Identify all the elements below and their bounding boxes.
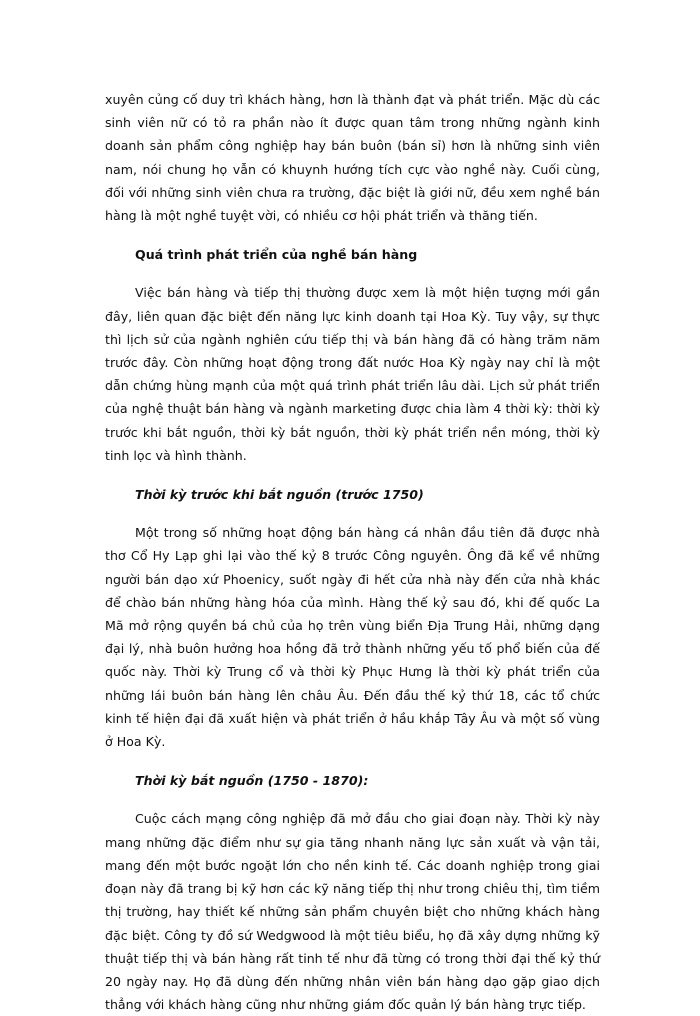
heading-sales-development: Quá trình phát triển của nghề bán hàng <box>135 247 418 263</box>
paragraph-sales-development: Việc bán hàng và tiếp thị thường được xem là một hiện tượng mới gần đây, liên quan đặc biệt đến năng lực kinh doanh tại Hoa Kỳ. Tuy vậy, sự thực thì lịch sử của ngành nghiên cứu tiếp thị và bán hàng đã có hàng trăm năm trước đây. Còn những hoạt động trong đất nước Hoa Kỳ ngày nay chỉ là một dẫn chứng hùng mạnh của một quá trình phát triển lâu dài. Lịch sử phát triển của nghệ thuật bán hàng và ngành marketing được chia làm 4 thời kỳ: thời kỳ trước khi bắt nguồn, thời kỳ bắt nguồn, thời kỳ phát triển nền móng, thời kỳ tinh lọc và hình thành. <box>105 285 600 463</box>
paragraph-origin-period: Cuộc cách mạng công nghiệp đã mở đầu cho giai đoạn này. Thời kỳ này mang những đặc điểm như sự gia tăng nhanh năng lực sản xuất và vận tải, mang đến một bước ngoặt lớn cho nền kinh tế. Các doanh nghiệp trong giai đoạn này đã trang bị kỹ hơn các kỹ năng tiếp thị như trong chiêu thị, tìm tiềm thị trường, hay thiết kế những sản phẩm chuyên biệt cho những khách hàng đặc biệt. Công ty đồ sứ Wedgwood là một tiêu biểu, họ đã xây dựng những kỹ thuật tiếp thị và bán hàng rất tinh tế như đã từng có trong thời đại thế kỷ thứ 20 ngày nay. Họ đã dùng đến những nhân viên bán hàng dạo gặp giao dịch thẳng với khách hàng cũng như những giám đốc quản lý bán hàng trực tiếp. <box>105 811 600 1013</box>
document-page <box>105 88 600 1016</box>
paragraph-intro: xuyên củng cố duy trì khách hàng, hơn là thành đạt và phát triển. Mặc dù các sinh viên nữ có tỏ ra phần nào ít được quan tâm trong những ngành kinh doanh sản phẩm công nghiệp hay bán buôn (bán sỉ) hơn là những sinh viên nam, nói chung họ vẫn có khuynh hướng tích cực vào nghề này. Cuối cùng, đối với những sinh viên chưa ra trường, đặc biệt là giới nữ, đều xem nghề bán hàng là một nghề tuyệt vời, có nhiều cơ hội phát triển và thăng tiến. <box>105 92 600 224</box>
heading-pre-origin-period: Thời kỳ trước khi bắt nguồn (trước 1750) <box>135 487 424 503</box>
paragraph-pre-origin-period: Một trong số những hoạt động bán hàng cá nhân đầu tiên đã được nhà thơ Cổ Hy Lạp ghi lại vào thế kỷ 8 trước Công nguyên. Ông đã kể về những người bán dạo xứ Phoenicy, suốt ngày đi hết cửa nhà này đến cửa nhà khác để chào bán những hàng hóa của mình. Hàng thế kỷ sau đó, khi đế quốc La Mã mở rộng quyền bá chủ của họ trên vùng biển Địa Trung Hải, những dạng đại lý, nhà buôn hưởng hoa hồng đã trở thành những yếu tố phổ biến của đế quốc này. Thời kỳ Trung cổ và thời kỳ Phục Hưng là thời kỳ phát triển của những lái buôn bán hàng lên châu Âu. Đến đầu thế kỷ thứ 18, các tổ chức kinh tế hiện đại đã xuất hiện và phát triển ở hầu khắp Tây Âu và một số vùng ở Hoa Kỳ. <box>105 525 600 750</box>
heading-origin-period: Thời kỳ bắt nguồn (1750 - 1870): <box>135 773 369 789</box>
